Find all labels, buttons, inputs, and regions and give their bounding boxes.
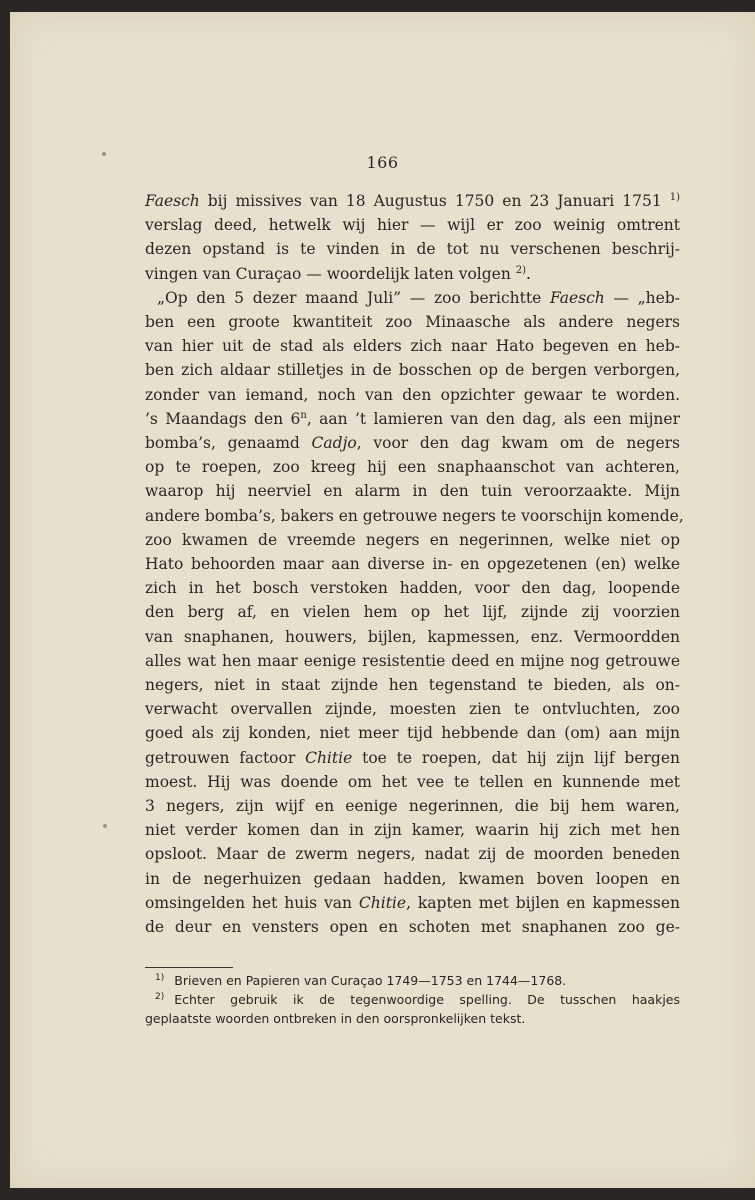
text-line: niet verder komen dan in zijn kamer, waarin hij zich met hen (145, 821, 680, 840)
italic-name: Faesch (145, 192, 200, 210)
footnote-ref: 1) (669, 192, 680, 203)
italic-name: Chitie (358, 893, 407, 912)
text-line: omsingelden het huis van Chitie, kapten met bijlen en kapmessen (145, 893, 680, 912)
text-line: moest. Hij was doende om het vee te tellen en kunnende met (145, 772, 680, 791)
text-line: verwacht overvallen zijnde, moesten zien te ontvluchten, zoo (145, 700, 680, 719)
text-line: Faesch bij missives van 18 Augustus 1750 en 23 Januari 1751 $^{1)}$ (145, 192, 680, 210)
footnote-mark: 2) (155, 992, 165, 1002)
text-line: 3 negers, zijn wijf en eenige negerinnen, die bij hem waren, (145, 797, 680, 816)
footnote-2-continued: geplaatste woorden ontbreken in den oorspronkelijken tekst. (145, 1011, 526, 1026)
footnote-2: $^{2)}$ Echter gebruik ik de tegenwoordige spelling. De tusschen haakjes (155, 992, 680, 1007)
text-line: negers, niet in staat zijnde hen tegenstand te bieden, als on- (145, 676, 680, 695)
text-line: waarop hij neerviel en alarm in den tuin veroorzaakte. Mijn (145, 482, 680, 501)
text-line: den berg af, en vielen hem op het lijf, zijnde zij voorzien (145, 603, 680, 622)
body-text (145, 189, 684, 939)
text-line: opsloot. Maar de zwerm negers, nadat zij de moorden beneden (145, 845, 680, 864)
text-line: „Op den 5 dezer maand Juli” — zoo berichtte Faesch — „heb- (157, 288, 680, 307)
text-line: zonder van iemand, noch van den opzichter gewaar te worden. (145, 385, 680, 404)
text-line: zich in het bosch verstoken hadden, voor den dag, loopende (145, 579, 680, 598)
text-line: van snaphanen, houwers, bijlen, kapmessen, enz. Vermoordden (145, 627, 680, 646)
text-line: vingen van Curaçao — woordelijk laten volgen $^{2)}$. (145, 264, 531, 283)
footnote-1: $^{1)}$ Brieven en Papieren van Curaçao 1749—1753 en 1744—1768. (155, 973, 567, 988)
text-line: ’s Maandags den 6$^n$, aan ’t lamieren van den dag, als een mijner (145, 409, 680, 428)
text-line: de deur en vensters open en schoten met snaphanen zoo ge- (145, 918, 680, 937)
footnote-divider (145, 967, 233, 968)
superscript: n (300, 409, 307, 421)
text-line: op te roepen, zoo kreeg hij een snaphaanschot van achteren, (145, 458, 680, 477)
book-page (10, 12, 755, 1188)
paper-speck (103, 824, 107, 828)
paper-speck (102, 152, 106, 156)
text-line: ben een groote kwantiteit zoo Minaasche als andere negers (145, 313, 680, 332)
text-line: in de negerhuizen gedaan hadden, kwamen boven loopen en (145, 869, 680, 888)
text-line: bomba’s, genaamd Cadjo, voor den dag kwam om de negers (145, 434, 680, 453)
text-line: getrouwen factoor Chitie toe te roepen, dat hij zijn lijf bergen (145, 748, 680, 767)
text-line: dezen opstand is te vinden in de tot nu verschenen beschrij- (145, 240, 680, 259)
italic-name: Chitie (305, 748, 353, 767)
text-line: andere bomba’s, bakers en getrouwe negers te voorschijn komende, (145, 506, 684, 525)
text-line: alles wat hen maar eenige resistentie deed en mijne nog getrouwe (145, 651, 680, 670)
footnote-ref: 2) (515, 264, 527, 276)
text-line: ben zich aldaar stilletjes in de bosschen op de bergen verborgen, (145, 361, 680, 380)
footnotes (145, 971, 680, 1028)
italic-name: Faesch (550, 288, 605, 307)
footnote-mark: 1) (155, 973, 165, 983)
text-line: zoo kwamen de vreemde negers en negerinnen, welke niet op (145, 530, 680, 549)
page-number: 166 (366, 153, 399, 172)
text-line: verslag deed, hetwelk wij hier — wijl er zoo weinig omtrent (145, 216, 680, 235)
text-line: Hato behoorden maar aan diverse in- en opgezetenen (en) welke (145, 555, 680, 574)
text-line: goed als zij konden, niet meer tijd hebbende dan (om) aan mijn (145, 724, 680, 743)
italic-name: Cadjo (311, 434, 357, 453)
text-line: van hier uit de stad als elders zich naar Hato begeven en heb- (145, 337, 680, 356)
